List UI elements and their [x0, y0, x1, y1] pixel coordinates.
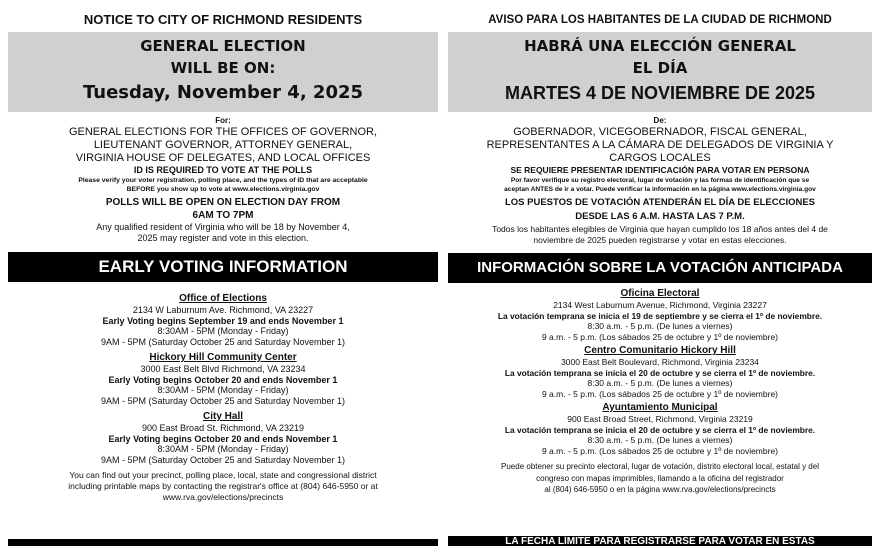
location-saturday-hours: 9AM - 5PM (Saturday October 25 and Saturday November 1): [100, 454, 346, 465]
location-address: 2134 W Laburnum Ave. Richmond, VA 23227: [132, 305, 314, 315]
location-early-voting: La votación temprana se inicia el 20 de octubre y se cierra el 1º de noviembre.: [504, 367, 816, 378]
precinct-info: [448, 461, 872, 496]
location-block: [448, 345, 872, 399]
qualified-line: Any qualified resident of Virginia who will be 18 by November 4,: [96, 222, 350, 232]
location-weekday-hours: 8:30AM - 5PM (Monday - Friday): [157, 444, 289, 454]
election-date: MARTES 4 DE NOVIEMBRE DE 2025: [504, 83, 816, 103]
location-saturday-hours: 9 a.m. - 5 p.m. (Los sábados 25 de octubre y 1º de noviembre): [541, 445, 779, 456]
election-heading: HABRÁ UNA ELECCIÓN GENERAL: [524, 37, 796, 55]
location-block: [448, 288, 872, 342]
verify-line: BEFORE you show up to vote at www.elections.virginia.gov: [126, 186, 320, 193]
early-voting-header: INFORMACIÓN SOBRE LA VOTACIÓN ANTICIPADA: [448, 253, 872, 283]
location-name: City Hall: [202, 411, 243, 422]
location-address: 3000 East Belt Blvd Richmond, VA 23234: [140, 364, 306, 374]
location-address: 2134 West Laburnum Avenue, Richmond, Virginia 23227: [553, 300, 767, 310]
election-info: [8, 112, 438, 244]
verify-line: Please verify your voter registration, polling place, and the types of ID that are acceptable: [78, 177, 368, 184]
location-weekday-hours: 8:30 a.m. - 5 p.m. (De lunes a viernes): [587, 378, 733, 388]
location-block: [8, 352, 438, 406]
location-saturday-hours: 9AM - 5PM (Saturday October 25 and Saturday November 1): [100, 395, 346, 406]
qualified-line: Todos los habitantes elegibles de Virginia que hayan cumplido los 18 años antes del 4 de: [492, 224, 828, 234]
location-weekday-hours: 8:30 a.m. - 5 p.m. (De lunes a viernes): [587, 321, 733, 331]
election-date-box: [448, 32, 872, 112]
precinct-info-line: www.rva.gov/elections/precincts: [162, 492, 284, 502]
notice-title: AVISO PARA LOS HABITANTES DE LA CIUDAD DE RICHMOND: [488, 14, 832, 26]
verify-line: Por favor verifique su registro electoral, lugar de votación y las formas de identificación que se: [510, 177, 810, 184]
precinct-info: [8, 470, 438, 503]
location-weekday-hours: 8:30AM - 5PM (Monday - Friday): [157, 385, 289, 395]
english-notice-column: [8, 10, 438, 546]
id-required: SE REQUIERE PRESENTAR IDENTIFICACIÓN PARA VOTAR EN PERSONA: [510, 165, 810, 175]
location-name: Hickory Hill Community Center: [149, 352, 297, 363]
election-date: Tuesday, November 4, 2025: [82, 82, 364, 103]
bottom-bar: [8, 539, 438, 546]
offices-line: GOBERNADOR, VICEGOBERNADOR, FISCAL GENERAL,: [513, 126, 807, 138]
location-block: [8, 411, 438, 465]
polls-hours: DESDE LAS 6 A.M. HASTA LAS 7 P.M.: [575, 211, 745, 222]
election-subheading: WILL BE ON:: [170, 59, 276, 77]
location-weekday-hours: 8:30AM - 5PM (Monday - Friday): [157, 326, 289, 336]
location-block: [8, 293, 438, 347]
precinct-info-line: including printable maps by contacting the registrar's office at (804) 646-5950 or at: [68, 481, 378, 491]
offices-line: CARGOS LOCALES: [609, 152, 711, 164]
precinct-info-line: congreso con mapas imprimibles, llamando a la oficina del registrador: [536, 473, 784, 483]
location-name: Centro Comunitario Hickory Hill: [584, 345, 736, 356]
verify-line: aceptan ANTES de ir a votar. Puede verificar la información en la página www.elections.virginia.gov: [504, 186, 816, 193]
offices-line: LIEUTENANT GOVERNOR, ATTORNEY GENERAL,: [93, 139, 353, 151]
qualified-line: 2025 may register and vote in this election.: [137, 233, 309, 243]
location-address: 900 East Broad St. Richmond, VA 23219: [142, 423, 304, 433]
location-early-voting: Early Voting begins October 20 and ends November 1: [108, 374, 338, 385]
location-weekday-hours: 8:30 a.m. - 5 p.m. (De lunes a viernes): [587, 435, 733, 445]
precinct-info-line: You can find out your precinct, polling place, local, state and congressional district: [69, 470, 377, 480]
location-early-voting: Early Voting begins October 20 and ends November 1: [108, 433, 338, 444]
location-name: Office of Elections: [179, 293, 267, 304]
early-voting-header: EARLY VOTING INFORMATION: [8, 252, 438, 282]
qualified-line: noviembre de 2025 pueden registrarse y votar en estas elecciones.: [533, 234, 787, 245]
location-early-voting: Early Voting begins September 19 and ends November 1: [102, 315, 344, 326]
election-date-box: [8, 32, 438, 112]
location-address: 900 East Broad Street, Richmond, Virginia 23219: [567, 414, 753, 424]
precinct-info-line: Puede obtener su precinto electoral, lugar de votación, distrito electoral local, estatal y del: [501, 462, 819, 471]
location-block: [448, 402, 872, 456]
location-name: Ayuntamiento Municipal: [602, 402, 718, 413]
election-heading: GENERAL ELECTION: [140, 37, 306, 55]
polls-open: POLLS WILL BE OPEN ON ELECTION DAY FROM: [105, 197, 341, 208]
location-name: Oficina Electoral: [620, 288, 700, 299]
offices-line: REPRESENTANTES A LA CÁMARA DE DELEGADOS DE VIRGINIA Y: [486, 139, 834, 151]
offices-line: VIRGINIA HOUSE OF DELEGATES, AND LOCAL OFFICES: [75, 152, 371, 164]
location-saturday-hours: 9 a.m. - 5 p.m. (Los sábados 25 de octubre y 1º de noviembre): [541, 388, 779, 399]
for-label: For:: [215, 116, 231, 125]
location-early-voting: La votación temprana se inicia el 20 de octubre y se cierra el 1º de noviembre.: [504, 424, 816, 435]
location-saturday-hours: 9 a.m. - 5 p.m. (Los sábados 25 de octubre y 1º de noviembre): [541, 331, 779, 342]
notice-title: NOTICE TO CITY OF RICHMOND RESIDENTS: [83, 12, 363, 27]
polls-open: LOS PUESTOS DE VOTACIÓN ATENDERÁN EL DÍA DE ELECCIONES: [504, 197, 816, 208]
spanish-notice-column: [448, 10, 872, 546]
location-address: 3000 East Belt Boulevard, Richmond, Virginia 23234: [561, 357, 759, 367]
registration-deadline-header: LA FECHA LÍMITE PARA REGISTRARSE PARA VOTAR EN ESTAS: [448, 536, 872, 546]
election-subheading: EL DÍA: [632, 59, 688, 77]
offices-line: GENERAL ELECTIONS FOR THE OFFICES OF GOVERNOR,: [68, 126, 378, 138]
polls-hours: 6AM TO 7PM: [192, 210, 254, 221]
location-saturday-hours: 9AM - 5PM (Saturday October 25 and Saturday November 1): [100, 336, 346, 347]
election-info: [448, 112, 872, 245]
location-early-voting: La votación temprana se inicia el 19 de septiembre y se cierra el 1º de noviembre.: [497, 310, 823, 321]
precinct-info-line: al (804) 646-5950 o en la página www.rva.gov/elections/precincts: [544, 485, 776, 494]
for-label: De:: [653, 116, 667, 125]
id-required: ID IS REQUIRED TO VOTE AT THE POLLS: [133, 165, 313, 175]
